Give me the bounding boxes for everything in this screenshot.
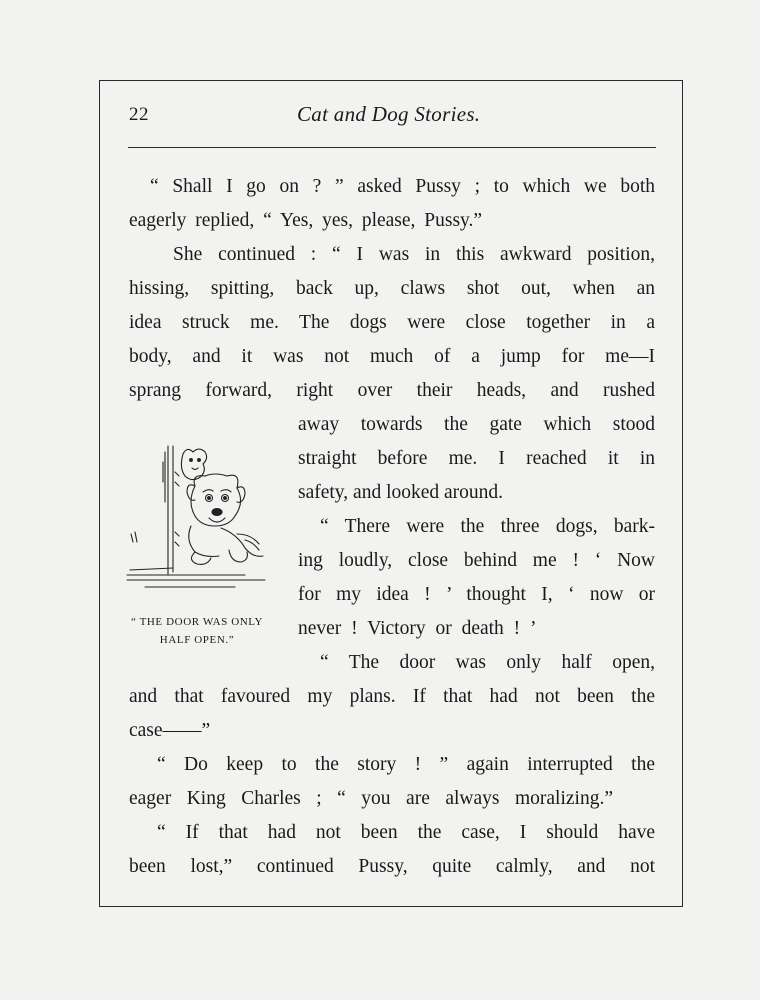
- text-line: never ! Victory or death ! ’: [298, 618, 537, 639]
- header-rule: [128, 147, 656, 148]
- running-head-title: Cat and Dog Stories.: [297, 102, 481, 126]
- text-line: away towards the gate which stood: [298, 414, 655, 435]
- text-line: idea struck me. The dogs were close together in a: [129, 312, 655, 333]
- text-line: eagerly replied, “ Yes, yes, please, Pussy.”: [129, 210, 483, 231]
- text-line: “ The door was only half open,: [320, 652, 655, 673]
- text-line: hissing, spitting, back up, claws shot out, when an: [129, 278, 655, 299]
- text-line: body, and it was not much of a jump for me—I: [129, 346, 655, 367]
- page-number: 22: [129, 104, 149, 125]
- text-line: “ Shall I go on ? ” asked Pussy ; to which we both: [150, 176, 655, 197]
- text-line: ing loudly, close behind me ! ‘ Now: [298, 550, 655, 571]
- text-line: safety, and looked around.: [298, 482, 504, 503]
- dog-at-door-illustration: [125, 442, 275, 602]
- text-line: straight before me. I reached it in: [298, 448, 655, 469]
- text-line: case——”: [129, 720, 211, 741]
- text-line: sprang forward, right over their heads, and rushed: [129, 380, 655, 401]
- illustration-caption-line-2: HALF OPEN.”: [159, 634, 235, 646]
- text-line: She continued : “ I was in this awkward position,: [173, 244, 655, 265]
- text-line: “ Do keep to the story ! ” again interrupted the: [157, 754, 655, 775]
- text-line: “ If that had not been the case, I should have: [157, 822, 655, 843]
- text-line: “ There were the three dogs, bark-: [320, 516, 655, 537]
- text-line: for my idea ! ’ thought I, ‘ now or: [298, 584, 655, 605]
- text-line: been lost,” continued Pussy, quite calmly, and not: [129, 856, 655, 877]
- illustration-caption-line-1: “ THE DOOR WAS ONLY: [130, 616, 264, 628]
- text-line: and that favoured my plans. If that had not been the: [129, 686, 655, 707]
- text-line: eager King Charles ; “ you are always moralizing.”: [129, 788, 613, 809]
